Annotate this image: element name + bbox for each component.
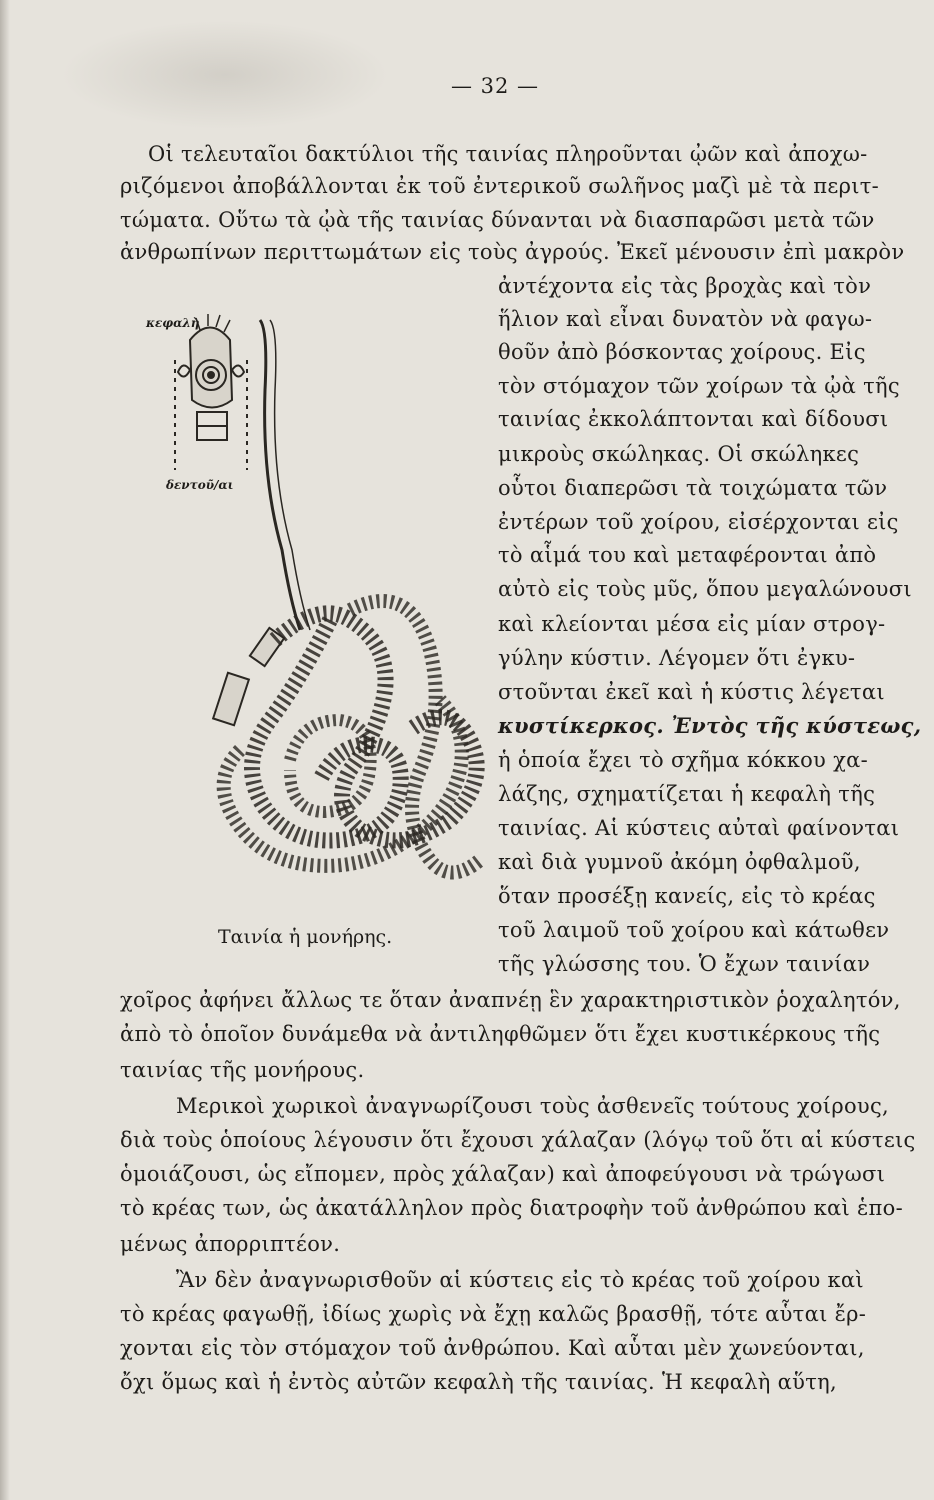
text-line: ταινίας τῆς μονήρους. <box>120 1058 365 1082</box>
text-line: γύλην κύστιν. Λέγομεν ὅτι ἐγκυ- <box>498 646 856 670</box>
text-line: ἡ ὁποία ἔχει τὸ σχῆμα κόκκου χα- <box>498 748 869 772</box>
text-line: καὶ κλείονται μέσα εἰς μίαν στρογ- <box>498 612 886 636</box>
text-line: ταινίας. Αἱ κύστεις αὐταὶ φαίνονται <box>498 816 900 840</box>
tapeworm-neck <box>260 320 300 630</box>
text-line: διὰ τοὺς ὁποίους λέγουσιν ὅτι ἔχουσι χάλαζαν (λόγῳ τοῦ ὅτι αἱ κύστεις <box>120 1128 916 1152</box>
text-line: χοῖρος ἀφήνει ἄλλως τε ὅταν ἀναπνέῃ ἓν χαρακτηριστικὸν ῥοχαλητόν, <box>120 988 901 1012</box>
page-number: — 32 — <box>450 74 540 98</box>
text-line: μικροὺς σκώληκας. Οἱ σκώληκες <box>498 442 860 466</box>
text-line: ἀντέχοντα εἰς τὰς βροχὰς καὶ τὸν <box>498 274 872 298</box>
text-line: Οἱ τελευταῖοι δακτύλιοι τῆς ταινίας πληροῦνται ᾠῶν καὶ ἀποχω- <box>148 142 868 166</box>
text-line: λάζης, σχηματίζεται ἡ κεφαλὴ τῆς <box>498 782 876 806</box>
text-line: αὐτὸ εἰς τοὺς μῦς, ὅπου μεγαλώνουσι <box>498 577 912 601</box>
text-line: ὄχι ὅμως καὶ ἡ ἐντὸς αὐτῶν κεφαλὴ τῆς ταινίας. Ἡ κεφαλὴ αὕτη, <box>120 1370 837 1394</box>
text-line: Μερικοὶ χωρικοὶ ἀναγνωρίζουσι τοὺς ἀσθενεῖς τούτους χοίρους, <box>176 1094 890 1118</box>
text-line: κυστίκερκος. Ἐντὸς τῆς κύστεως, <box>498 713 922 738</box>
handwritten-annotation-stain <box>60 20 390 130</box>
text-line: τῆς γλώσσης του. Ὁ ἔχων ταινίαν <box>498 952 871 976</box>
text-line: ἀπὸ τὸ ὁποῖον δυνάμεθα νὰ ἀντιληφθῶμεν ὅτι ἔχει κυστικέρκους τῆς <box>120 1022 881 1046</box>
text-line: τὸν στόμαχον τῶν χοίρων τὰ ᾠὰ τῆς <box>498 374 900 398</box>
text-line: στοῦνται ἐκεῖ καὶ ἡ κύστις λέγεται <box>498 680 885 704</box>
text-line: καὶ διὰ γυμνοῦ ἀκόμη ὀφθαλμοῦ, <box>498 850 861 874</box>
text-line: ριζόμενοι ἀποβάλλονται ἐκ τοῦ ἐντερικοῦ σωλῆνος μαζὶ μὲ τὰ περιτ- <box>120 174 880 198</box>
text-line: ἀνθρωπίνων περιττωμάτων εἰς τοὺς ἀγρούς. Ἐκεῖ μένουσιν ἐπὶ μακρὸν <box>120 240 905 264</box>
text-line: τὸ κρέας των, ὡς ἀκατάλληλον πρὸς διατροφὴν τοῦ ἀνθρώπου καὶ ἑπο- <box>120 1196 903 1220</box>
text-line: ἐντέρων τοῦ χοίρου, εἰσέρχονται εἰς <box>498 510 899 534</box>
tapeworm-illustration <box>150 300 500 920</box>
text-line: τὸ αἷμά του καὶ μεταφέρονται ἀπὸ <box>498 543 877 567</box>
text-line: ὅταν προσέξῃ κανείς, εἰς τὸ κρέας <box>498 884 876 908</box>
text-line: τὸ κρέας φαγωθῇ, ἰδίως χωρὶς νὰ ἔχῃ καλῶς βρασθῇ, τότε αὗται ἔρ- <box>120 1302 867 1326</box>
text-line: χονται εἰς τὸν στόμαχον τοῦ ἀνθρώπου. Καὶ αὗται μὲν χωνεύονται, <box>120 1336 865 1360</box>
text-line: Ἂν δὲν ἀναγνωρισθοῦν αἱ κύστεις εἰς τὸ κρέας τοῦ χοίρου καὶ <box>176 1268 864 1292</box>
text-line: οὗτοι διαπερῶσι τὰ τοιχώματα τῶν <box>498 476 888 500</box>
figure-label-hooks: δεντοῦ/αι <box>166 478 234 492</box>
figure-label-head: κεφαλὴ <box>146 316 200 330</box>
text-line: τοῦ λαιμοῦ τοῦ χοίρου καὶ κάτωθεν <box>498 918 890 942</box>
text-line: ὁμοιάζουσι, ὡς εἴπομεν, πρὸς χάλαζαν) καὶ ἀποφεύγουσι νὰ τρώγωσι <box>120 1162 886 1186</box>
figure-caption: Ταινία ἡ μονήρης. <box>218 926 393 948</box>
text-line: μένως ἀπορριπτέον. <box>120 1232 341 1256</box>
scolex-head-drawing <box>175 314 247 470</box>
page-edge-shadow <box>0 0 10 1500</box>
text-line: θοῦν ἀπὸ βόσκοντας χοίρους. Εἰς <box>498 340 866 364</box>
text-line: ἥλιον καὶ εἶναι δυνατὸν νὰ φαγω- <box>498 307 873 331</box>
text-line: ταινίας ἐκκολάπτονται καὶ δίδουσι <box>498 407 889 431</box>
detached-proglottid <box>213 673 249 725</box>
text-line: τώματα. Οὕτω τὰ ᾠὰ τῆς ταινίας δύνανται νὰ διασπαρῶσι μετὰ τῶν <box>120 208 875 232</box>
